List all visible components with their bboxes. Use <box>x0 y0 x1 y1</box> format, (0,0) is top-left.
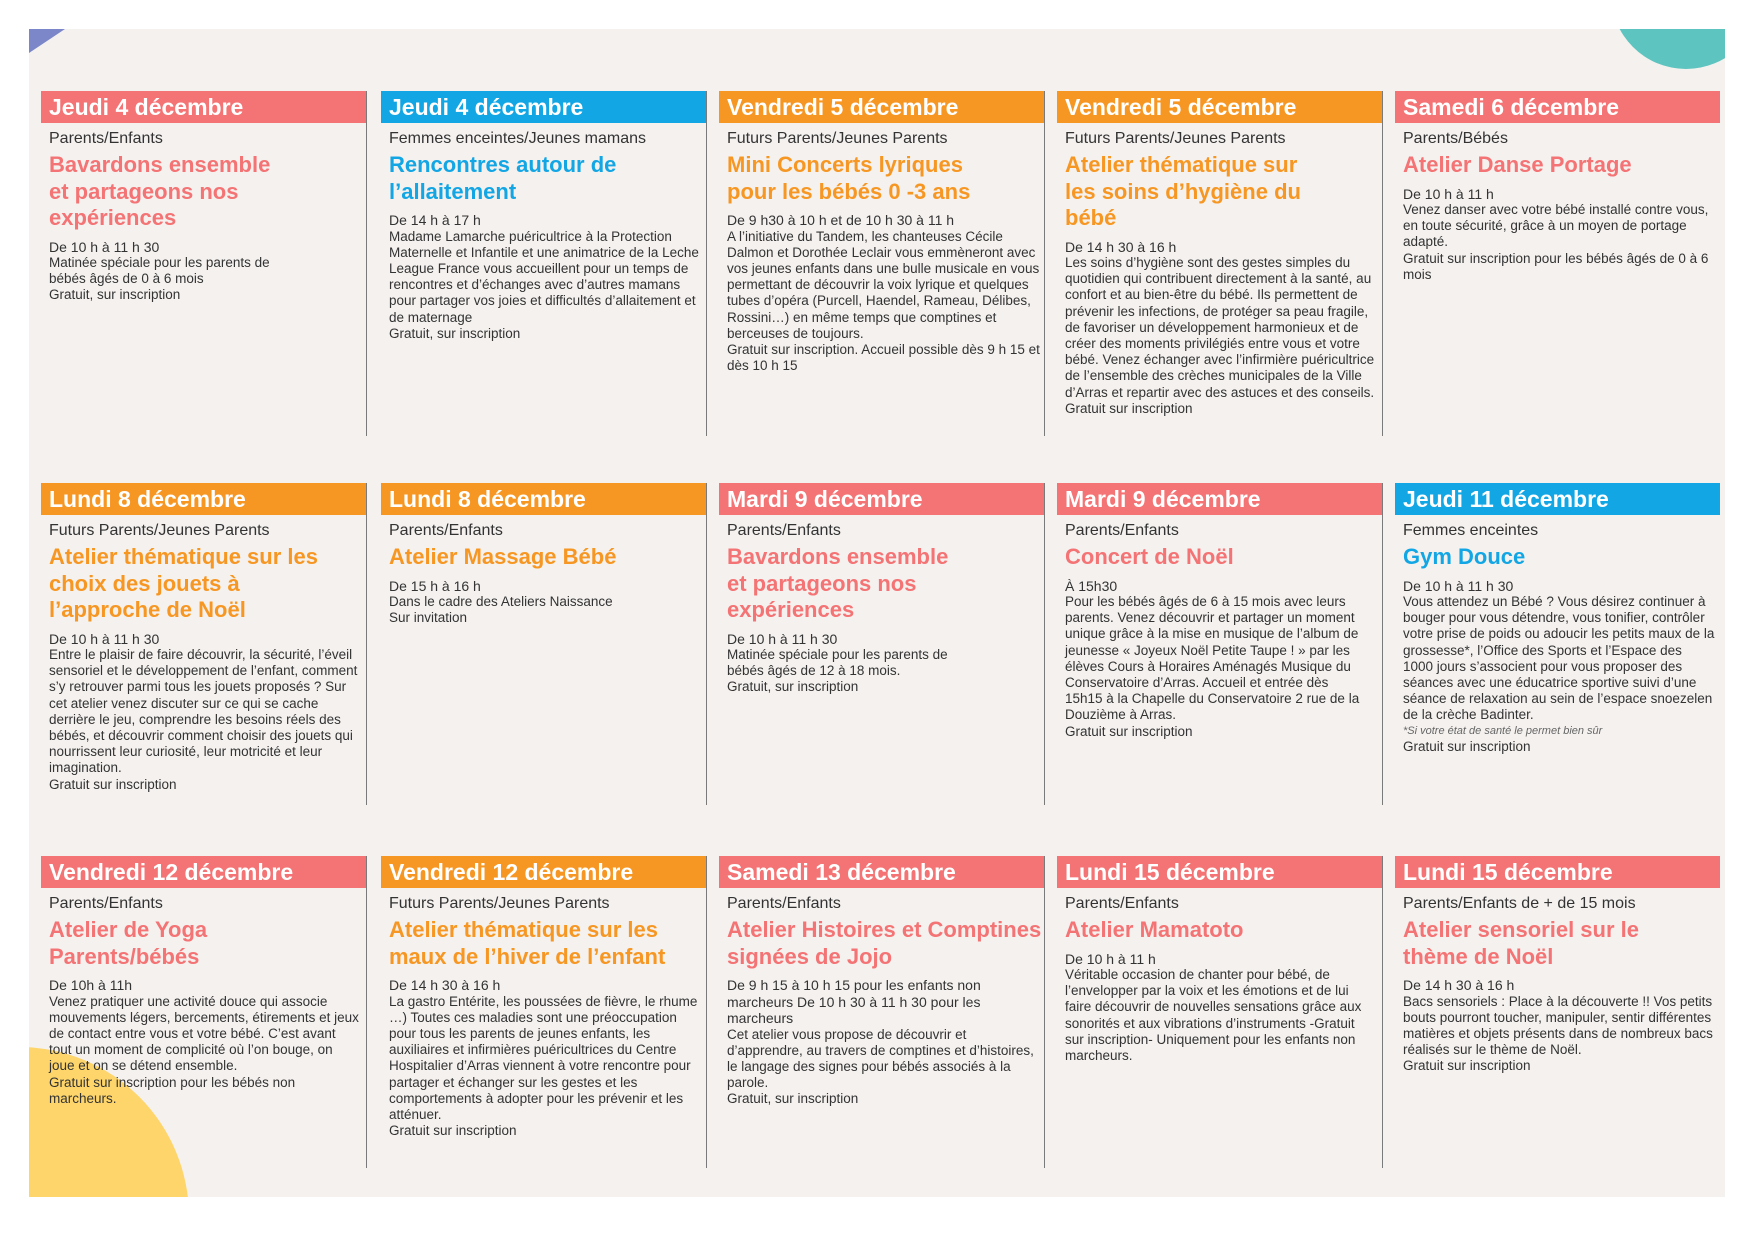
event-hours: À 15h30 <box>1065 577 1118 594</box>
event-title: Mini Concerts lyriques pour les bébés 0 -3 ans <box>727 152 971 204</box>
event-card <box>381 91 707 436</box>
event-description: Dans le cadre des Ateliers Naissance <box>389 594 613 609</box>
event-card <box>1057 483 1383 805</box>
event-price: Gratuit sur inscription pour les bébés non marcheurs. <box>49 1074 296 1106</box>
event-card <box>1057 91 1383 436</box>
event-price: Gratuit, sur inscription <box>727 1091 859 1107</box>
event-date: Vendredi 5 décembre <box>1057 91 1382 123</box>
event-title: Atelier thématique sur les choix des jouets à l’approche de Noël <box>49 544 318 622</box>
event-price: Gratuit, sur inscription <box>49 287 181 303</box>
event-hours: De 10 h à 11 h 30 <box>49 630 160 647</box>
event-description: A l’initiative du Tandem, les chanteuses Cécile Dalmon et Dorothée Leclair vous emmèneront avec vos jeunes enfants dans une bulle musicale en vous permettant de découvrir la voix lyrique et quelques tubes d’opéra (Purcell, Haendel, Rameau, Délibes, Rossini…) en même temps que comptines et berceuses de toujours. <box>727 228 1040 341</box>
event-audience: Parents/Bébés <box>1403 130 1508 147</box>
event-description: Entre le plaisir de faire découvrir, la sécurité, l’éveil sensoriel et le développement de l’enfant, comment s’y retrouver parmi tous les jouets proposés ? Sur cet atelier venez discuter sur ce qui se cache derrière le jeu, comprendre les besoins réels des bébés, et découvrir comment choisir des jouets qui nourrissent leur curiosité, leur motricité et leur imagination. <box>49 647 358 776</box>
event-audience: Futurs Parents/Jeunes Parents <box>49 522 270 539</box>
event-title: Atelier Histoires et Comptines signées de Jojo <box>727 917 1042 969</box>
event-card <box>41 483 367 805</box>
event-audience: Futurs Parents/Jeunes Parents <box>727 130 948 147</box>
event-audience: Parents/Enfants <box>727 522 841 539</box>
event-description: Venez danser avec votre bébé installé contre vous, en toute sécurité, grâce à un moyen de portage adapté. <box>1403 202 1709 250</box>
event-audience: Parents/Enfants de + de 15 mois <box>1403 895 1636 912</box>
event-hours: De 10 h à 11 h 30 <box>49 238 160 255</box>
event-description: Venez pratiquer une activité douce qui associe mouvements légers, bercements, étirements et jeux de contact entre vous et votre bébé. C’est avant tout un moment de complicité où l’on bouge, on joue et on se détend ensemble. <box>49 993 359 1074</box>
event-date: Samedi 6 décembre <box>1395 91 1720 123</box>
event-date: Lundi 15 décembre <box>1395 856 1720 888</box>
event-card <box>41 856 367 1168</box>
event-audience: Parents/Enfants <box>1065 895 1179 912</box>
event-hours: De 9 h 15 à 10 h 15 pour les enfants non marcheurs De 10 h 30 à 11 h 30 pour les marcheurs <box>727 977 981 1026</box>
event-date: Jeudi 11 décembre <box>1395 483 1720 515</box>
event-date: Lundi 8 décembre <box>381 483 706 515</box>
event-description: La gastro Entérite, les poussées de fièvre, le rhume …) Toutes ces maladies sont une préoccupation pour tous les parents de jeunes enfants, les auxiliaires et infirmières puéricultrices du Centre Hospitalier d’Arras viennent à votre rencontre pour partager et échanger sur les gestes et les comportements à adopter pour les prévenir et les atténuer. <box>389 993 698 1122</box>
event-card <box>1057 856 1383 1168</box>
events-grid <box>29 29 1725 1197</box>
event-title: Atelier sensoriel sur le thème de Noël <box>1403 917 1639 969</box>
event-card <box>381 483 707 805</box>
event-card <box>41 91 367 436</box>
event-card <box>719 856 1045 1168</box>
event-price: Gratuit sur inscription <box>1065 723 1193 739</box>
event-title: Concert de Noël <box>1065 544 1234 569</box>
event-price: Gratuit sur inscription <box>389 1123 517 1139</box>
event-date: Mardi 9 décembre <box>1057 483 1382 515</box>
event-title: Atelier Mamatoto <box>1065 917 1244 942</box>
event-price: Gratuit sur inscription. Accueil possible dès 9 h 15 et dès 10 h 15 <box>727 341 1040 374</box>
event-date: Vendredi 5 décembre <box>719 91 1044 123</box>
event-hours: De 9 h30 à 10 h et de 10 h 30 à 11 h <box>727 212 955 228</box>
event-card <box>719 483 1045 805</box>
event-title: Atelier de Yoga Parents/bébés <box>49 917 208 969</box>
event-date: Mardi 9 décembre <box>719 483 1044 515</box>
event-title: Atelier Massage Bébé <box>389 544 617 569</box>
event-price: Sur invitation <box>389 610 468 626</box>
event-hours: De 15 h à 16 h <box>389 577 481 594</box>
event-price: Gratuit, sur inscription <box>389 325 521 341</box>
event-price: Gratuit sur inscription <box>49 776 177 792</box>
event-price: Gratuit sur inscription <box>1065 400 1193 416</box>
event-title: Rencontres autour de l’allaitement <box>389 152 617 204</box>
event-card <box>1395 483 1720 805</box>
event-date: Samedi 13 décembre <box>719 856 1044 888</box>
event-audience: Femmes enceintes <box>1403 522 1539 539</box>
event-date: Lundi 15 décembre <box>1057 856 1382 888</box>
event-price: Gratuit sur inscription pour les bébés âgés de 0 à 6 mois <box>1403 250 1709 282</box>
event-title: Atelier thématique sur les soins d’hygiène du bébé <box>1065 152 1301 230</box>
event-title: Atelier thématique sur les maux de l’hiver de l’enfant <box>389 917 666 969</box>
event-hours: De 14 h 30 à 16 h <box>1403 977 1515 993</box>
event-price: Gratuit sur inscription <box>1403 738 1531 754</box>
event-audience: Parents/Enfants <box>727 895 841 912</box>
event-hours: De 14 h 30 à 16 h <box>389 977 501 993</box>
event-date: Lundi 8 décembre <box>41 483 366 515</box>
event-hours: De 10 h à 11 h 30 <box>1403 577 1514 594</box>
event-description: Matinée spéciale pour les parents de bébés âgés de 0 à 6 mois <box>49 255 270 287</box>
event-title: Atelier Danse Portage <box>1403 152 1632 177</box>
event-date: Vendredi 12 décembre <box>381 856 706 888</box>
event-description: Madame Lamarche puéricultrice à la Protection Maternelle et Infantile et une animatrice de la Leche League France vous accueillent pour un temps de rencontres et d’échanges avec d’autres mamans pour partager vos joies et difficultés d’allaitement et de maternage <box>389 228 699 325</box>
event-title: Bavardons ensemble et partageons nos expériences <box>727 544 949 622</box>
event-card <box>1395 856 1720 1168</box>
event-date: Jeudi 4 décembre <box>381 91 706 123</box>
event-price: Gratuit, sur inscription <box>727 679 859 695</box>
calendar-page <box>29 29 1725 1197</box>
event-hours: De 10 h à 11 h 30 <box>727 630 838 647</box>
event-price: Gratuit sur inscription <box>1403 1058 1531 1074</box>
event-title: Bavardons ensemble et partageons nos expériences <box>49 152 271 230</box>
event-hours: De 10h à 11h <box>49 977 133 993</box>
event-date: Jeudi 4 décembre <box>41 91 366 123</box>
event-card <box>1395 91 1720 436</box>
event-description: Vous attendez un Bébé ? Vous désirez continuer à bouger pour vous détendre, vous tonifier, contrôler votre prise de poids ou adoucir les petits maux de la grossesse*, l’Office des Sports et l’Espace des 1000 jours s’associent pour vous proposer des séances avec une éducatrice sportive suivi d’une séance de relaxation au sein de l’espace snoezelen de la crèche Badinter. <box>1403 594 1715 723</box>
event-audience: Femmes enceintes/Jeunes mamans <box>389 130 646 147</box>
event-title: Gym Douce <box>1403 544 1526 569</box>
event-description: Les soins d’hygiène sont des gestes simples du quotidien qui contribuent directement à la santé, au confort et au bien-être du bébé. Ils permettent de prévenir les infections, de protéger sa peau fragile, de favoriser un développement harmonieux et de créer des moments privilégiés entre vous et votre bébé. Venez échanger avec l’infirmière puéricultrice de l’ensemble des crèches municipales de la Ville d’Arras et repartir avec des astuces et des conseils. <box>1065 255 1375 400</box>
event-description: Cet atelier vous propose de découvrir et d’apprendre, au travers de comptines et d’histoires, le langage des signes pour bébés associés à la parole. <box>727 1026 1034 1091</box>
event-audience: Futurs Parents/Jeunes Parents <box>1065 130 1286 147</box>
event-hours: De 10 h à 11 h <box>1065 950 1156 967</box>
event-audience: Parents/Enfants <box>1065 522 1179 539</box>
event-hours: De 10 h à 11 h <box>1403 185 1494 202</box>
event-date: Vendredi 12 décembre <box>41 856 366 888</box>
event-hours: De 14 h à 17 h <box>389 212 481 228</box>
event-audience: Parents/Enfants <box>49 895 163 912</box>
event-card <box>719 91 1045 436</box>
event-note: *Si votre état de santé le permet bien sûr <box>1403 724 1603 737</box>
event-description: Véritable occasion de chanter pour bébé, de l’envelopper par la voix et les émotions et de lui faire découvrir de nouvelles sensations grâce aux sonorités et aux vibrations d’instruments -Gratuit sur inscription- Uniquement pour les enfants non marcheurs. <box>1065 967 1362 1064</box>
event-card <box>381 856 707 1168</box>
event-audience: Parents/Enfants <box>49 130 163 147</box>
event-description: Bacs sensoriels : Place à la découverte !! Vos petits bouts pourront toucher, manipuler, sentir différentes matières et objets présents dans de nombreux bacs réalisés sur le thème de Noël. <box>1403 993 1713 1058</box>
event-hours: De 14 h 30 à 16 h <box>1065 238 1177 255</box>
event-description: Pour les bébés âgés de 6 à 15 mois avec leurs parents. Venez découvrir et partager un moment unique grâce à la mise en musique de l’album de jeunesse « Joyeux Noël Petite Taupe ! » par les élèves Cours à Horaires Aménagés Musique du Conservatoire d’Arras. Accueil et entrée dès 15h15 à la Chapelle du Conservatoire 2 rue de la Douzième à Arras. <box>1065 594 1360 723</box>
event-audience: Futurs Parents/Jeunes Parents <box>389 895 610 912</box>
event-description: Matinée spéciale pour les parents de bébés âgés de 12 à 18 mois. <box>727 647 948 679</box>
event-audience: Parents/Enfants <box>389 522 503 539</box>
